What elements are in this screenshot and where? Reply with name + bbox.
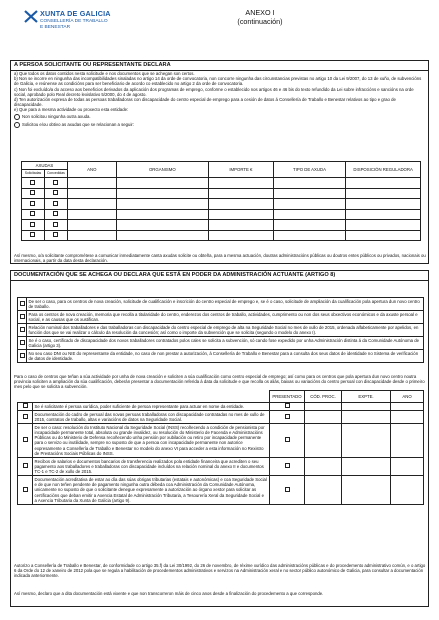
aid-input-cell[interactable] bbox=[116, 209, 208, 220]
checkbox[interactable] bbox=[23, 437, 28, 442]
cod-proc-field[interactable] bbox=[305, 457, 342, 475]
presentado-checkbox-cell[interactable] bbox=[270, 476, 305, 505]
aid-input-cell[interactable] bbox=[67, 178, 116, 189]
solicitadas-checkbox-cell[interactable] bbox=[22, 188, 45, 199]
header bbox=[10, 9, 429, 37]
aid-row bbox=[22, 220, 421, 231]
checkbox[interactable] bbox=[20, 353, 25, 358]
doc-checkbox-cell[interactable] bbox=[18, 403, 33, 411]
radio-label: Non solicitou ningunha outra axuda. bbox=[22, 113, 91, 119]
col-axudas: AXUDAS bbox=[22, 162, 68, 170]
presentado-checkbox[interactable] bbox=[285, 414, 290, 419]
declaration-item: c) Non foi excluído/a do acceso aos beneficios derivados da aplicación dos programas de emprego, conforme o establecido nos artigos 46 e 46 bis do texto refundido da Lei sobre infraccións e sancións na orde social, aprobado polo Real decreto lexislativo 5/2000, do 4 de agosto. bbox=[14, 86, 414, 97]
aid-input-cell[interactable] bbox=[273, 199, 346, 210]
doc-checkbox-cell[interactable] bbox=[18, 476, 33, 505]
doc-row bbox=[18, 298, 424, 311]
col-ano: ANO bbox=[391, 391, 424, 403]
solicitadas-checkbox-cell[interactable] bbox=[22, 209, 45, 220]
doc-row bbox=[18, 350, 424, 363]
doc-row bbox=[18, 423, 424, 457]
presentado-checkbox[interactable] bbox=[285, 403, 290, 408]
aid-row bbox=[22, 178, 421, 189]
aid-table bbox=[21, 161, 421, 241]
docs-table-2 bbox=[17, 390, 424, 505]
aid-input-cell[interactable] bbox=[116, 188, 208, 199]
presentado-checkbox-cell[interactable] bbox=[270, 403, 305, 411]
checkbox[interactable] bbox=[23, 487, 28, 492]
doc-row bbox=[18, 324, 424, 337]
expte-field[interactable] bbox=[342, 457, 391, 475]
aid-input-cell[interactable] bbox=[346, 230, 421, 241]
checkbox[interactable] bbox=[53, 222, 58, 227]
aid-row bbox=[22, 199, 421, 210]
aid-input-cell[interactable] bbox=[273, 178, 346, 189]
cod-proc-field[interactable] bbox=[305, 423, 342, 457]
cod-proc-field[interactable] bbox=[305, 410, 342, 423]
annex-title: ANEXO I bbox=[245, 8, 275, 17]
radio-button[interactable] bbox=[14, 114, 20, 120]
col-concedidas: Concedidas bbox=[44, 170, 67, 178]
aid-input-cell[interactable] bbox=[346, 209, 421, 220]
validity-text: Así mesmo, declaro que a dita documentación está vixente e que non transcorreron máis de cinco anos desde a finalización do procedemento a que corresponde. bbox=[14, 591, 324, 596]
ano-field[interactable] bbox=[391, 457, 424, 475]
radio-button[interactable] bbox=[14, 122, 20, 128]
col-organismo: ORGANISMO bbox=[116, 162, 208, 178]
doc-checkbox-cell[interactable] bbox=[18, 423, 33, 457]
checkbox[interactable] bbox=[20, 327, 25, 332]
checkbox[interactable] bbox=[53, 180, 58, 185]
aid-input-cell[interactable] bbox=[67, 230, 116, 241]
aid-row bbox=[22, 188, 421, 199]
solicitadas-checkbox-cell[interactable] bbox=[22, 230, 45, 241]
aid-input-cell[interactable] bbox=[209, 178, 274, 189]
aid-input-cell[interactable] bbox=[273, 209, 346, 220]
aid-input-cell[interactable] bbox=[116, 178, 208, 189]
doc-description: Se é o caso, certificado de discapacidade dos novos traballadores contratados polos cales se solicita a subvención, só cando fose expedido por unha Administración distinta á da Comunidade Autónoma de Galicia (artigo 3). bbox=[27, 337, 424, 350]
presentado-checkbox[interactable] bbox=[285, 437, 290, 442]
aid-input-cell[interactable] bbox=[273, 220, 346, 231]
concedidas-checkbox-cell[interactable] bbox=[44, 230, 67, 241]
aid-input-cell[interactable] bbox=[209, 209, 274, 220]
checkbox[interactable] bbox=[30, 180, 35, 185]
aid-input-cell[interactable] bbox=[209, 230, 274, 241]
col-cod-proc: CÓD. PROC. bbox=[305, 391, 342, 403]
checkbox[interactable] bbox=[53, 211, 58, 216]
concedidas-checkbox-cell[interactable] bbox=[44, 220, 67, 231]
doc-row bbox=[18, 403, 424, 411]
doc-checkbox-cell[interactable] bbox=[18, 350, 27, 363]
cod-proc-field[interactable] bbox=[305, 476, 342, 505]
doc-row bbox=[18, 476, 424, 505]
doc-checkbox-cell[interactable] bbox=[18, 410, 33, 423]
doc-description: Relación nominal dos traballadores e das traballadoras con discapacidade do centro especial de emprego de alta na Seguridade Social no mes de xullo de 2015, ordenada alfabeticamente por apelidos, en función dos que se vai realizar o cálculo da resolución da concesión; así como o importe da subvención que se solicita (segundo o modelo do anexo I). bbox=[27, 324, 424, 337]
declaration-section bbox=[10, 60, 429, 264]
aid-input-cell[interactable] bbox=[67, 199, 116, 210]
aid-input-cell[interactable] bbox=[67, 188, 116, 199]
aid-input-cell[interactable] bbox=[67, 220, 116, 231]
checkbox[interactable] bbox=[20, 301, 25, 306]
col-expte: EXPTE. bbox=[342, 391, 391, 403]
doc-description: Documentación do cadro de persoal das novas persoas traballadoras con discapacidade contratadas no mes de xullo de 2015, contratos de traballo, altas e variacións de datos na Seguridade Social. bbox=[33, 410, 270, 423]
aid-input-cell[interactable] bbox=[273, 188, 346, 199]
radio-option-none[interactable] bbox=[14, 114, 425, 120]
col-ano: ANO bbox=[67, 162, 116, 178]
checkbox[interactable] bbox=[53, 232, 58, 237]
aid-row bbox=[22, 209, 421, 220]
checkbox[interactable] bbox=[30, 222, 35, 227]
xunta-logo bbox=[24, 10, 134, 36]
expte-field[interactable] bbox=[342, 410, 391, 423]
doc-description: No seu caso DNI ou NIE do representante da entidade, no caso de non prestar a autorización, á Consellería de Traballo e Benestar para a consulta dos seus datos de identidade no Sistema de verificación de datos de identidade. bbox=[27, 350, 424, 363]
doc-row bbox=[18, 410, 424, 423]
checkbox[interactable] bbox=[53, 190, 58, 195]
annex-heading bbox=[200, 9, 320, 27]
doc-checkbox-cell[interactable] bbox=[18, 324, 27, 337]
checkbox[interactable] bbox=[20, 314, 25, 319]
doc-description: Para os centros de nova creación, memoria que recolla a titularidade do centro, enderezos dos centros de traballo, actividades, cumprimento ou non dos seus obxectivos económicos e da axuste persoal e social, e as causas que os xustifican. bbox=[27, 311, 424, 324]
aid-input-cell[interactable] bbox=[346, 178, 421, 189]
concedidas-checkbox-cell[interactable] bbox=[44, 178, 67, 189]
concedidas-checkbox-cell[interactable] bbox=[44, 188, 67, 199]
solicitadas-checkbox-cell[interactable] bbox=[22, 220, 45, 231]
ano-field[interactable] bbox=[391, 403, 424, 411]
aid-row bbox=[22, 230, 421, 241]
documentation-section bbox=[10, 270, 429, 607]
commitment-text: Así mesmo, o/a solicitante comprométese a comunicar inmediatamente canta axudas solicite ou obteña, para a mesma actuación, doutras administracións públicas ou doutros entes públicos ou privados, nacionais ou internacionais, a partir da data desta declaración. bbox=[14, 253, 426, 264]
expte-field[interactable] bbox=[342, 423, 391, 457]
doc-row bbox=[18, 337, 424, 350]
cod-proc-field[interactable] bbox=[305, 403, 342, 411]
expte-field[interactable] bbox=[342, 476, 391, 505]
solicitadas-checkbox-cell[interactable] bbox=[22, 199, 45, 210]
doc-checkbox-cell[interactable] bbox=[18, 311, 27, 324]
aid-input-cell[interactable] bbox=[346, 188, 421, 199]
declaration-item: a) Que todos os datos contidos nesta solicitude e nos documentos que se achegan son certos. bbox=[14, 70, 195, 76]
checkbox[interactable] bbox=[20, 340, 25, 345]
declaration-item: e) Que para a mesma actividade ou proxecto esta entidade: bbox=[14, 107, 129, 113]
declaration-items bbox=[11, 71, 428, 128]
documentation-title: DOCUMENTACIÓN QUE SE ACHEGA OU DECLARA QUE ESTÁ EN PODER DA ADMINISTRACIÓN ACTUANTE (ARTIGO 8) bbox=[11, 271, 428, 281]
presentado-checkbox[interactable] bbox=[285, 487, 290, 492]
checkbox[interactable] bbox=[23, 403, 28, 408]
presentado-checkbox[interactable] bbox=[285, 463, 290, 468]
radio-option-requested[interactable] bbox=[14, 122, 425, 128]
new-centres-note: Para o caso de centros que teñan a súa actividade por unha de nova creación e soliciten a súa cualificación como centro especial de emprego; así como para os centros que pola apertura dun novo centro noutra provincia soliciten a ampliación da súa cualificación, deberán presentar a documentación referida á data da solicitude e que recolla os aliás, baixas ou variacións do centro persoal con discapacidade desde o primeiro mes pelo que se solicita a subvención. bbox=[14, 374, 425, 390]
concedidas-checkbox-cell[interactable] bbox=[44, 199, 67, 210]
doc-description: Se é solicitante é persoa xurídica, poder suficiente de persoa representante para actuar en nome da entidade. bbox=[33, 403, 270, 411]
declaration-item: b) Non se incorre en ningunha das incompatibilidades sinaladas no artigo 14 da orde de convocatoria, non concorre ningunha das circunstancias previstas no artigo 10 da Lei 9/2007, do 13 de xuño, de subvencións de Galicia, e reúnense as condicións para ser beneficiario de acordo co establecido no artigo 2 da orde de convocatoria. bbox=[14, 76, 422, 87]
aid-input-cell[interactable] bbox=[116, 230, 208, 241]
doc-checkbox-cell[interactable] bbox=[18, 337, 27, 350]
logo-department: CONSELLERÍA DE TRABALLO bbox=[40, 19, 108, 24]
col-solicitadas: Solicitadas bbox=[22, 170, 45, 178]
doc-row bbox=[18, 311, 424, 324]
aid-input-cell[interactable] bbox=[346, 199, 421, 210]
presentado-checkbox-cell[interactable] bbox=[270, 457, 305, 475]
declaration-title: A PERSOA SOLICITANTE OU REPRESENTANTE DECLARA bbox=[11, 61, 428, 71]
presentado-checkbox-cell[interactable] bbox=[270, 423, 305, 457]
xunta-emblem-icon bbox=[24, 10, 38, 23]
doc-checkbox-cell[interactable] bbox=[18, 298, 27, 311]
expte-field[interactable] bbox=[342, 403, 391, 411]
ano-field[interactable] bbox=[391, 410, 424, 423]
checkbox[interactable] bbox=[53, 201, 58, 206]
form-page bbox=[10, 5, 429, 610]
annex-subtitle: (continuación) bbox=[237, 16, 283, 26]
aid-input-cell[interactable] bbox=[209, 188, 274, 199]
col-disposicion: DISPOSICIÓN REGULADORA bbox=[346, 162, 421, 178]
solicitadas-checkbox-cell[interactable] bbox=[22, 178, 45, 189]
presentado-checkbox-cell[interactable] bbox=[270, 410, 305, 423]
doc-description: De ser o caso: resolución do Instituto Nacional da Seguridade Social (INSS) recoñecendo a condición de pensionista por incapacidade permanente total, absoluta ou grande invalidez, ou resolución do Ministerio de Facenda e Administracións Públicas ou do Ministerio de Defensa recoñecendo unha pensión por xubilación ou retiro por incapacidade permanente para o servizo ou inutilidade, sempre no suposto de que a persoa con incapacidade permanente non autorice expresamente a Consellería de Traballo e Benestar no modelo do anexo VI para acceder a esta información no Rexistro de Prestacións Sociais Públicas do INSS. bbox=[33, 423, 270, 457]
aid-input-cell[interactable] bbox=[273, 230, 346, 241]
concedidas-checkbox-cell[interactable] bbox=[44, 209, 67, 220]
col-tipo: TIPO DE AXUDA bbox=[273, 162, 346, 178]
radio-label: Solicitou e/ou obtivo as axudas que se relacionan a seguir: bbox=[22, 121, 135, 127]
checkbox[interactable] bbox=[30, 190, 35, 195]
ano-field[interactable] bbox=[391, 423, 424, 457]
doc-checkbox-cell[interactable] bbox=[18, 457, 33, 475]
checkbox[interactable] bbox=[23, 414, 28, 419]
logo-title: XUNTA DE GALICIA bbox=[40, 9, 111, 18]
checkbox[interactable] bbox=[30, 211, 35, 216]
aid-input-cell[interactable] bbox=[209, 199, 274, 210]
aid-input-cell[interactable] bbox=[67, 209, 116, 220]
declaration-item: d) Ten autorización expresa de todas as persoas traballadoras con discapacidade do centro especial de emprego para a cesión de datos á Consellería de Traballo e Benestar relativos ao tipo e grao de discapacidade. bbox=[14, 96, 396, 108]
doc-description: Recibos de salarios e documentos bancarios de transferencia realizados pola entidade financeira que acrediten o seu pagamento aos traballadores e traballadoras con discapacidade incluídos na relación nominal do anexo II e documentos TC-1 e TC-2 de xullo de 2015. bbox=[33, 457, 270, 475]
aid-input-cell[interactable] bbox=[346, 220, 421, 231]
docs-table-1 bbox=[17, 297, 424, 363]
doc-description: De ser o caso, para os centros de nova creación, solicitude de cualificación e inscrición do centro especial de emprego e, se é o caso, solicitude de ampliación da cualificación pola apertura dun novo centro de traballo. bbox=[27, 298, 424, 311]
doc-description: Documentación acreditativa de estar ao día das súas obrigas tributarias (estatais e autonómicas) e coa Seguridade Social e de que non teñen pendente de pagamento ningunha outra débeda coa Administración da Comunidade Autónoma, unicamente no suposto de que o solicitante denegue expresamente a autorización ao órgano xestor para solicitar as certificacións que deban emitir a Axencia Estatal de Administración Tributaria, a Tesourería Xeral da Seguridade Social e a Axencia Tributaria da Xunta de Galicia (artigo 9). bbox=[33, 476, 270, 505]
aid-input-cell[interactable] bbox=[209, 220, 274, 231]
logo-department-2: E BENESTAR bbox=[40, 25, 71, 30]
checkbox[interactable] bbox=[30, 232, 35, 237]
authorization-text: Autorizo a Consellería de Traballo e Benestar, de conformidade co artigo 35.f) da Lei 30/1992, do 26 de novembro, de réxime xurídico das administracións públicas e do procedemento administrativo común, e o artigo 6 da Orde do 12 de xaneiro de 2012 pola que se regula a habilitación de procedementos administrativos e servizos na Administración xeral e no sector público autonómico de Galicia, para consultar a documentación indicada anteriormente. bbox=[14, 563, 426, 579]
doc-row bbox=[18, 457, 424, 475]
col-importe: IMPORTE € bbox=[209, 162, 274, 178]
ano-field[interactable] bbox=[391, 476, 424, 505]
aid-input-cell[interactable] bbox=[116, 199, 208, 210]
checkbox[interactable] bbox=[23, 463, 28, 468]
aid-input-cell[interactable] bbox=[116, 220, 208, 231]
checkbox[interactable] bbox=[30, 201, 35, 206]
col-presentado: PRESENTADO bbox=[270, 391, 305, 403]
